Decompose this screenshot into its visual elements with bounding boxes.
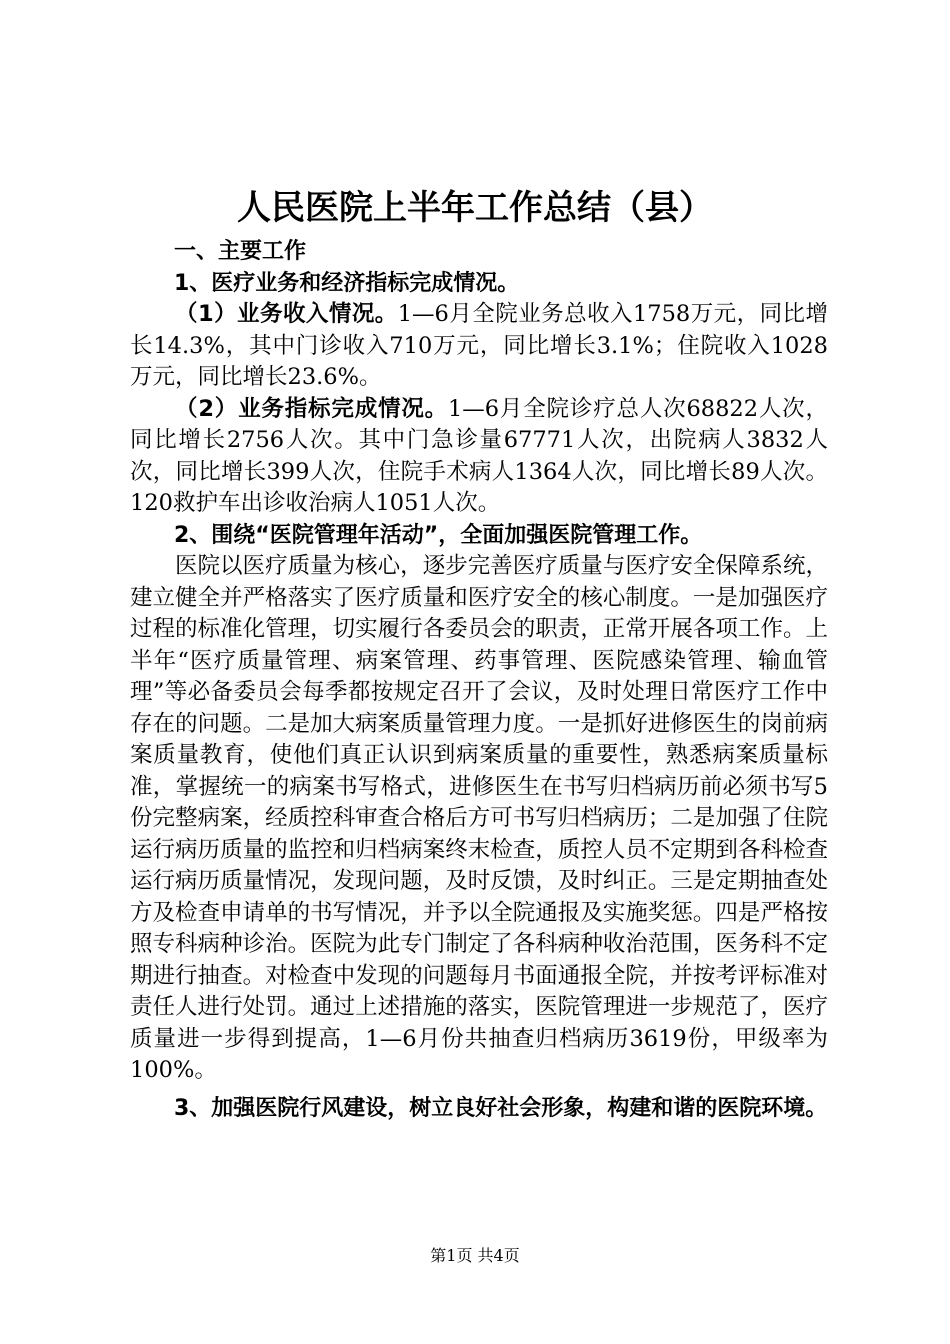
page-number-footer: 第1页 共4页 (430, 1246, 520, 1265)
paragraph-lead-business-indicators: （2）业务指标完成情况。 (175, 395, 448, 422)
subsection-heading-medical-business: 1、医疗业务和经济指标完成情况。 (174, 270, 520, 296)
paragraph-text-business-income: 1—6月全院业务总收入1758万元，同比增长14.3%，其中门诊收入710万元，同比增长3.1%；住院收入1028万元，同比增长23.6%。 (130, 301, 828, 390)
paragraph-text-business-indicators: 1—6月全院诊疗总人次68822人次，同比增长2756人次。其中门急诊量67771人次，出院病人3832人次，同比增长399人次，住院手术病人1364人次，同比增长89人次。120救护车出诊收治病人1051人次。 (130, 395, 828, 516)
paragraph-business-indicators (130, 394, 828, 520)
paragraph-business-income (130, 299, 828, 394)
subsection-heading-hospital-management: 2、围绕“医院管理年活动”，全面加强医院管理工作。 (174, 522, 703, 548)
document-body (130, 236, 828, 1124)
paragraph-hospital-management: 医院以医疗质量为核心，逐步完善医疗质量与医疗安全保障系统，建立健全并严格落实了医疗质量和医疗安全的核心制度。一是加强医疗过程的标准化管理，切实履行各委员会的职责，正常开展各项工作。上半年“医疗质量管理、病案管理、药事管理、医院感染管理、输血管理”等必备委员会每季都按规定召开了会议，及时处理日常医疗工作中存在的问题。二是加大病案质量管理力度。一是抓好进修医生的岗前病案质量教育，使他们真正认识到病案质量的重要性，熟悉病案质量标准，掌握统一的病案书写格式，进修医生在书写归档病历前必须书写5份完整病案，经质控科审查合格后方可书写归档病历；二是加强了住院运行病历质量的监控和归档病案终末检查，质控人员不定期到各科检查运行病历质量情况，发现问题，及时反馈，及时纠正。三是定期抽查处方及检查申请单的书写情况，并予以全院通报及实施奖惩。四是严格按照专科病种诊治。医院为此专门制定了各科病种收治范围，医务科不定期进行抽查。对检查中发现的问题每月书面通报全院，并按考评标准对责任人进行处罚。通过上述措施的落实，医院管理进一步规范了，医疗质量进一步得到提高，1—6月份共抽查归档病历3619份，甲级率为100%。 (130, 553, 828, 1083)
document-title: 人民医院上半年工作总结（县） (237, 188, 713, 228)
subsection-heading-conduct-building: 3、加强医院行风建设，树立良好社会形象，构建和谐的医院环境。 (174, 1095, 828, 1121)
section-heading-main-work: 一、主要工作 (174, 239, 307, 264)
paragraph-lead-business-income: （1）业务收入情况。 (175, 301, 398, 327)
